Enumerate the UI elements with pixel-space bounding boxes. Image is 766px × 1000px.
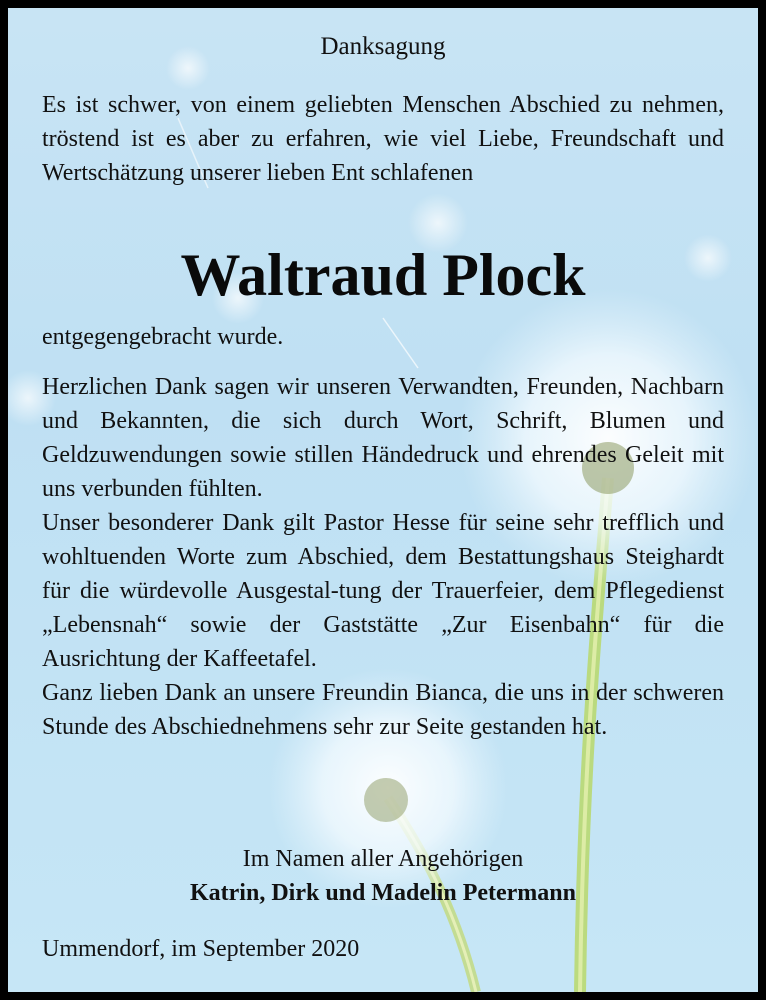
intro-text: Es ist schwer, von einem geliebten Menschen Abschied zu nehmen, tröstend ist es aber zu erfahren, wie viel Liebe, Freundschaft und Wertschätzung unserer lieben Ent schlafenen [42, 92, 724, 186]
intro-end-text: entgegengebracht wurde. [42, 324, 284, 350]
signature-names: Katrin, Dirk und Madelin Petermann [189, 880, 576, 906]
thanks-paragraph: Herzlichen Dank sagen wir unseren Verwandten, Freunden, Nachbarn und Bekannten, die sich durch Wort, Schrift, Blumen und Geldzuwendungen sowie stillen Händedruck und ehrendes Geleit mit uns verbunden fühlten. [42, 374, 724, 502]
thanks-paragraph: Ganz lieben Dank an unsere Freundin Bianca, die uns in der schweren Stunde des Abschiednehmens sehr zur Seite gestanden hat. [42, 680, 724, 740]
place-date: Ummendorf, im September 2020 [42, 936, 360, 962]
signature-label: Im Namen aller Angehörigen [242, 846, 524, 872]
thanks-paragraph: Unser besonderer Dank gilt Pastor Hesse für seine sehr trefflich und wohltuenden Worte zum Abschied, dem Bestattungshaus Steighardt für die würdevolle Ausgestal-tung der Trauerfeier, dem Pflegedienst „Lebensnah“ sowie der Gaststätte „Zur Eisenbahn“ für die Ausrichtung der Kaffeetafel. [42, 510, 724, 672]
obituary-card [8, 8, 758, 992]
deceased-name: Waltraud Plock [180, 242, 586, 308]
heading: Danksagung [320, 33, 446, 60]
thanks-body [42, 370, 724, 744]
